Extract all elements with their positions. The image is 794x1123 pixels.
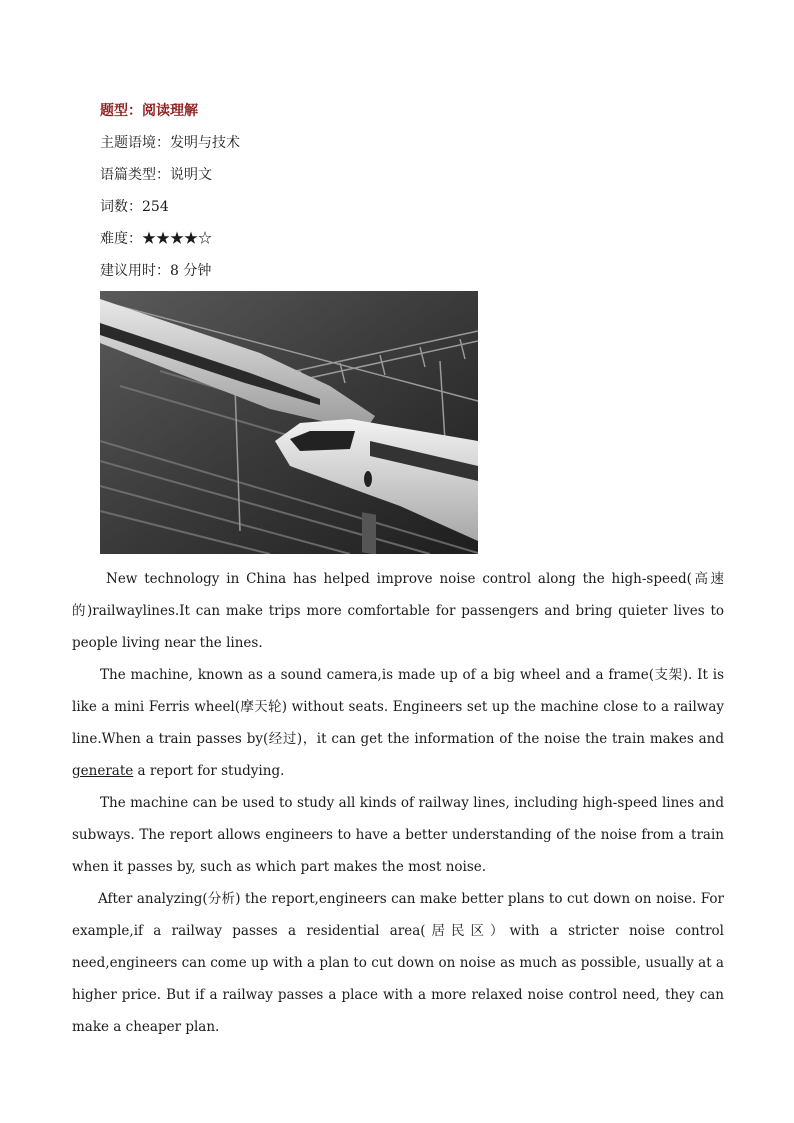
- question-type-heading: 题型：阅读理解: [100, 103, 198, 119]
- reading-passage: [72, 563, 724, 1043]
- paragraph-2-part-2: a report for studying.: [133, 763, 285, 779]
- word-count-line: 词数：254: [100, 199, 169, 215]
- paragraph-3: The machine can be used to study all kinds of railway lines, including high-speed lines and subways. The report allows engineers to have a better understanding of the noise from a train when it passes by, such as which part makes the most noise.: [72, 795, 724, 875]
- high-speed-train-photo: [100, 291, 478, 554]
- theme-line: 主题语境：发明与技术: [100, 135, 240, 151]
- paragraph-2: [72, 659, 724, 787]
- underlined-word-generate: generate: [72, 763, 134, 779]
- paragraph-2-part-1: The machine, known as a sound camera,is made up of a big wheel and a frame(支架). It is like a mini Ferris wheel(摩天轮) without seats. Engineers set up the machine close to a railway line.When a train passes by(经过)，it can get the information of the noise the train makes and: [72, 667, 724, 747]
- paragraph-4: After analyzing(分析) the report,engineers can make better plans to cut down on noise. For example,if a railway passes a residential area(居民区）with a stricter noise control need,engineers can come up with a plan to cut down on noise as much as possible, usually at a higher price. But if a railway passes a place with a more relaxed noise control need, they can make a cheaper plan.: [72, 891, 724, 1035]
- suggested-time-line: 建议用时：8 分钟: [100, 263, 212, 279]
- difficulty-line: 难度：★★★★☆: [100, 231, 212, 247]
- paragraph-1: New technology in China has helped improve noise control along the high-speed(高速的)railwaylines.It can make trips more comfortable for passengers and bring quieter lives to people living near the lines.: [72, 571, 724, 651]
- genre-line: 语篇类型：说明文: [100, 167, 212, 183]
